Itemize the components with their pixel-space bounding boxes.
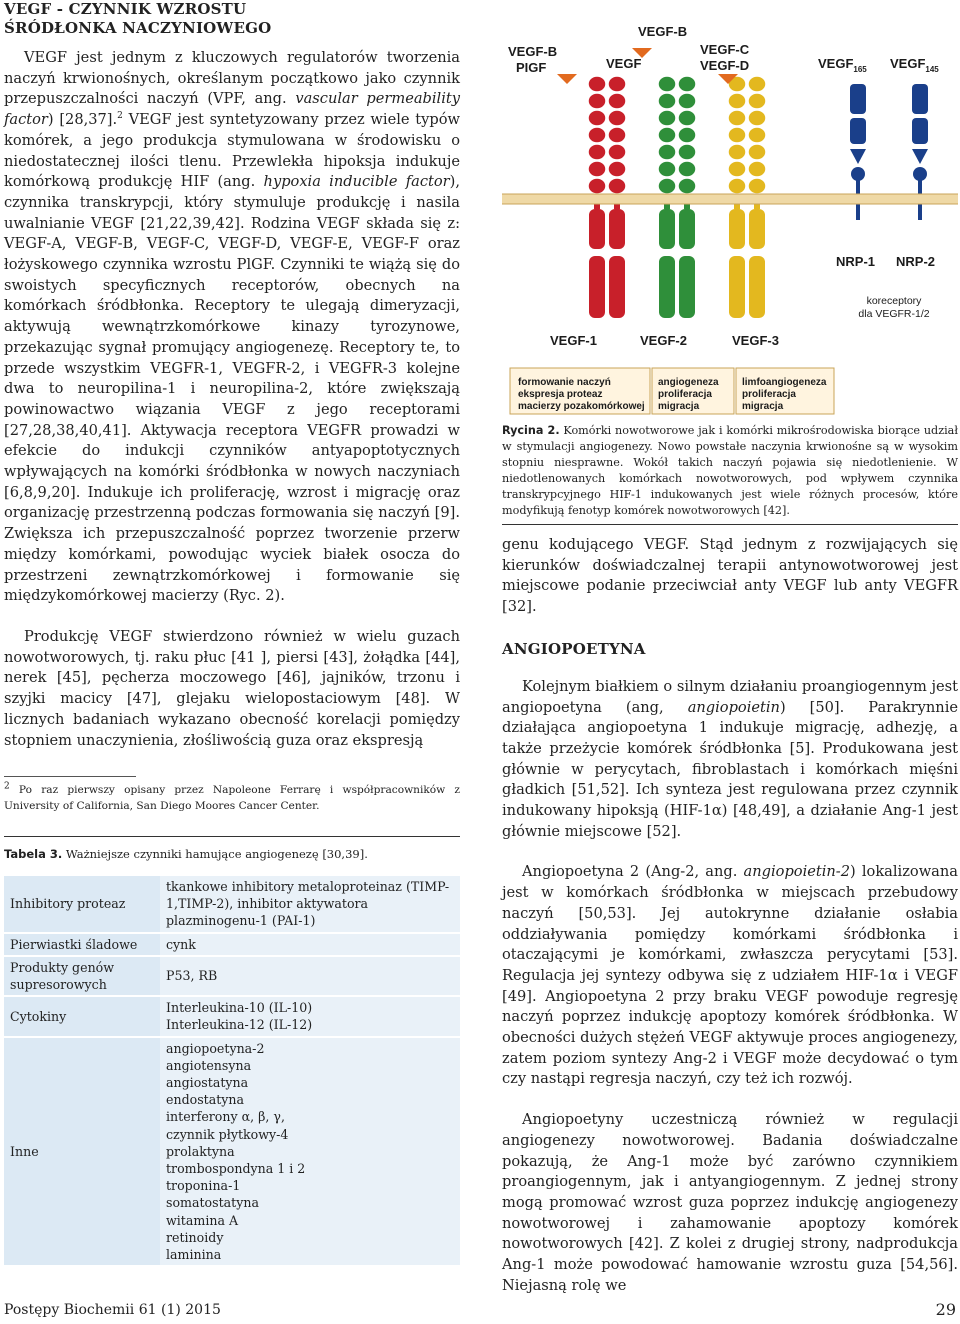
table-row [4,996,460,1036]
receptor-domain [748,110,766,126]
receptor-domain [658,178,676,194]
table-cell-category: Inne [4,1037,160,1267]
nrp-domain [851,167,865,181]
inhibitor-item: P53, RB [166,968,218,984]
paragraph-vegf-therapy: genu kodującego VEGF. Stąd jednym z rozwijających się kierunków doświadczalnej terapii antynowotworowej jest miejscowe podanie przeciwciał anty VEGF lub anty VEGFR [32]. [502,536,958,616]
receptor-kinase-lower [609,256,625,318]
paragraph-ang1: Kolejnym białkiem o silnym działaniu proangiogennym jest angiopoetyna (ang, angiopoietin) [50]. Parakrynnie działająca angiopoetyna 1 indukuje migrację, adhezję, a także przeżycie komórek śródbłonka [5]. Produkowana jest głównie w perycytach, fibroblastach i komórkach mięśni gładkich [51,52]. Ich synteza jest regulowana przez czynnik indukowany hipoksją (HIF-1α) [48,49], a działanie Ang-1 jest głównie miejscowe [52]. [502,677,958,840]
inhibitor-item: somatostatyna [166,1195,259,1211]
receptor-domain [658,110,676,126]
inhibitor-item: Interleukina-12 (IL-12) [166,1017,313,1033]
nrp-domain [850,118,866,144]
inhibitors-table [4,876,460,1267]
receptor-domain [678,144,696,160]
cell-membrane [502,194,958,204]
box1-line2: ekspresja proteaz [518,389,603,400]
receptor-domain [608,76,626,92]
label-vegfd: VEGF-D [700,58,750,73]
inhibitor-item: retinoidy [166,1229,224,1245]
receptor-domain [748,178,766,194]
paragraph-ang2: Angiopoetyna 2 (Ang-2, ang. angiopoietin-2) lokalizowana jest w komórkach śródbłonka w miejscach przebudowy naczyń [50,53]. Jej autokrynne działanie osłabia oddziaływania pomiędzy komórkami śródbłonka i otaczającymi je komórkami, zwłaszcza perycytami [53]. Regulacja jej syntezy odbywa się z udziałem HIF-1α i VEGF [49]. Angiopoetyna 2 przy braku VEGF powoduje regresję naczyń poprzez indukcję apoptozy komórek śródbłonka. W obecności dużych stężeń VEGF aktywuje proces angiogenezy, zatem poziom syntezy Ang-2 i VEGF może decydować o tym czy nastąpi regresja naczyń, czy też ich rozwój. [502,863,958,1088]
receptor-kinase-upper [749,209,765,249]
table-cell-inhibitors [160,933,460,956]
receptor-kinase-upper [659,209,675,249]
table-cell-inhibitors [160,876,460,933]
receptor-domain [748,127,766,143]
receptor-domain [588,76,606,92]
box3-line3: migracja [742,401,784,412]
receptor-domain [588,161,606,177]
footer-journal: Postępy Biochemii 61 (1) 2015 [4,1302,221,1318]
table-row [4,956,460,996]
receptor-domain [678,127,696,143]
receptor-domain [588,127,606,143]
box2-line1: angiogeneza [658,377,719,388]
receptor-domain [678,178,696,194]
receptor-domain [748,76,766,92]
inhibitor-item: trombospondyna 1 i 2 [166,1161,306,1177]
table-row [4,1037,460,1267]
table-row [4,933,460,956]
receptor-domain [608,127,626,143]
left-column [4,0,460,751]
inhibitor-item: endostatyna [166,1092,245,1108]
box3-line1: limfoangiogeneza [742,377,827,388]
label-receptor-3: VEGF-3 [732,333,779,348]
receptor-domain [748,93,766,109]
receptor-domain [608,110,626,126]
box1-line1: formowanie naczyń [518,377,611,388]
box3-line2: proliferacja [742,389,796,400]
inhibitor-item: angiostatyna [166,1075,249,1091]
section-title-line1: VEGF - CZYNNIK WZROSTU [4,0,247,18]
receptor-domain [658,76,676,92]
section-title-line2: ŚRÓDŁONKA NACZYNIOWEGO [4,19,272,37]
receptor-domain [588,144,606,160]
label-receptor-1: VEGF-1 [550,333,597,348]
label-pigf: PIGF [516,60,547,75]
table-cell-inhibitors [160,1037,460,1267]
label-nrp1: NRP-1 [836,254,876,269]
right-column [502,535,958,1297]
receptor-domain [748,161,766,177]
inhibitor-item: witamina A [166,1212,239,1228]
figure-caption-rule [502,524,958,525]
receptor-domain [588,110,606,126]
receptor-domain [728,93,746,109]
paragraph-angiopoetins-tumor: Angiopoetyny uczestniczą również w regulacji angiogenezy nowotworowej. Badania doświadczalne pokazują, że Ang-1 może być zarówno czynnikiem proangiogennym, jak i antyangiogennym. Z jednej strony mogą promować wzrost guza poprzez indukcję angiogenezy nowotworowej i zahamowanie apoptozy komórek nowotworowych [42]. Z kolei z drugiej strony, nadprodukcja Ang-1 może powodować hamowanie wzrostu guza [54,56]. Niejasną rolę we [502,1111,958,1294]
nrp-domain [912,118,928,144]
table-cell-category: Pierwiastki śladowe [4,933,160,956]
receptor-domain [588,178,606,194]
figure-caption: Rycina 2. Komórki nowotworowe jak i komórki mikrośrodowiska biorące udział w stymulacji angiogenezy. Nowo powstałe naczynia krwionośne są w wysokim stopniu niesprawne. Wokół takich naczyń pojawia się niedotlenienie. W niedotlenowanych komórkach nowotworowych, pod wpływem czynnika transkrypcyjnego HIF-1 indukowanych jest wiele różnych procesów, które modyfikują fenotyp komórek nowotworowych [42]. [502,424,958,517]
nrp-domain [913,167,927,181]
inhibitor-item: Interleukina-10 (IL-10) [166,1000,313,1016]
receptor-domain [728,144,746,160]
table-cell-inhibitors [160,996,460,1036]
label-coreceptors-for: dla VEGFR-1/2 [858,308,930,320]
receptor-domain [728,110,746,126]
label-vegf145: $VEGF_{145}$ [890,56,939,74]
receptor-kinase-upper [729,209,745,249]
nrp-domain [850,84,866,114]
receptor-domain [678,93,696,109]
label-vegfb-left: VEGF-B [508,44,558,59]
label-coreceptors: koreceptory [866,295,922,307]
paragraph-vegf-intro: VEGF jest jednym z kluczowych regulatorów tworzenia naczyń krwionośnych, określanym początkowo jako czynnik przepuszczalności naczyń (VPF, ang. vascular permeability factor) [28,37].$^2$ VEGF jest syntetyzowany przez wiele typów komórek, a jego produkcja stymulowana w środowisku o niedostatecznej ilości tlenu. Przewlekła hipoksja indukuje komórkową produkcję HIF (ang. hypoxia inducible factor), czynnika transkrypcji, który stymuluje produkcję i nasila uwalnianie VEGF [21,22,39,42]. Rodzina VEGF składa się z: VEGF-A, VEGF-B, VEGF-C, VEGF-D, VEGF-E, VEGF-F oraz łożyskowego czynnika wzrostu PlGF. Czynniki te wiążą się do swoistych specyficznych receptorów, obecnych na komórkach śródbłonka. Receptory te ulegają dimeryzacji, aktywują wewnątrzkomórkowe kinazy tyrozynowe, przekazując sygnał promujący angiogenezę. Receptory te, to przede wszystkim VEGFR-1, VEGFR-2, i VEGFR-3 kolejne dwa to neuropilina-1 i neuropilina-2, które zwiększają powinowactwo wiązania VEGF z jego receptorami [27,28,38,40,41]. Aktywacja receptora VEGFR prowadzi w efekcie do indukcji czynników antyapoptotycznych wpływających na komórki śródbłonka w nowych naczyniach [6,8,9,20]. Indukuje ich proliferację, wzrost i migrację oraz organizację przestrzenną podczas formowania się naczyń [9]. Zwiększa ich przepuszczalność poprzez tworzenie przerw między komórkami, powodując wyciek białek osocza do przestrzeni zewnątrzkomórkowej i formowanie się międzykomórkowej macierzy (Ryc. 2). [4,49,460,605]
receptor-domain [658,127,676,143]
footnote: $^2$ Po raz pierwszy opisany przez Napoleone Ferrarę i współpracowników z University of California, San Diego Moores Cancer Center. [4,781,460,812]
figure-svg [502,4,958,416]
inhibitor-item: laminina [166,1247,222,1263]
receptor-domain [658,144,676,160]
table-cell-category: Inhibitory proteaz [4,876,160,933]
receptor-domain [608,178,626,194]
paragraph-vegf-tumors: Produkcję VEGF stwierdzono również w wielu guzach nowotworowych, tj. raku płuc [41 ], piersi [43], żołądka [44], nerek [45], pęcherza moczowego [46], jajników, trzonu i szyjki macicy [47], glejaku wielopostaciowym [48]. W licznych badaniach wykazano obecność korelacji pomiędzy stopniem unaczynienia, złośliwością guza oraz ekspresją [4,627,460,749]
label-nrp2: NRP-2 [896,254,936,269]
figure-vegf-receptors [502,4,958,416]
receptor-domain [588,93,606,109]
table-caption: Tabela 3. Ważniejsze czynniki hamujące angiogenezę [30,39]. [4,847,368,861]
table-row [4,876,460,933]
receptor-domain [678,110,696,126]
receptor-kinase-upper [609,209,625,249]
inhibitor-item: czynnik płytkowy-4 [166,1126,289,1142]
box2-line3: migracja [658,401,700,412]
section-title-vegf [4,0,460,38]
receptor-kinase-lower [749,256,765,318]
table-cell-inhibitors [160,956,460,996]
receptor-domain [678,76,696,92]
receptor-kinase-lower [589,256,605,318]
label-receptor-2: VEGF-2 [640,333,687,348]
receptor-domain [678,161,696,177]
footer-page-number: 29 [935,1300,956,1319]
table-top-rule [4,836,460,837]
receptor-domain [728,161,746,177]
inhibitor-item: cynk [166,936,196,952]
table-cell-category: Produkty genów supresorowych [4,956,160,996]
box1-line3: macierzy pozakomórkowej [518,401,645,412]
receptor-domain [728,127,746,143]
receptor-domain [728,178,746,194]
receptor-kinase-lower [679,256,695,318]
nrp-domain [912,84,928,114]
receptor-domain [608,144,626,160]
receptor-kinase-upper [679,209,695,249]
inhibitor-item: interferony α, β, γ, [166,1109,285,1125]
receptor-domain [608,161,626,177]
receptor-kinase-lower [659,256,675,318]
footnote-rule [4,776,136,777]
receptor-domain [658,93,676,109]
box2-line2: proliferacja [658,389,712,400]
inhibitor-item: angiotensyna [166,1057,252,1073]
label-vegfc: VEGF-C [700,42,750,57]
receptor-domain [608,93,626,109]
label-vegfb-top: VEGF-B [638,24,688,39]
receptor-kinase-lower [729,256,745,318]
receptor-kinase-upper [589,209,605,249]
receptor-domain [658,161,676,177]
inhibitor-item: troponina-1 [166,1178,241,1194]
section-title-angiopoetyna: ANGIOPOETYNA [502,639,646,658]
receptor-domain [748,144,766,160]
label-vegf165: $VEGF_{165}$ [818,56,867,74]
table-cell-category: Cytokiny [4,996,160,1036]
inhibitor-item: prolaktyna [166,1143,235,1159]
inhibitor-item: tkankowe inhibitory metaloproteinaz (TIMP-1,TIMP-2), inhibitor aktywatora plazminogenu-1 (PAI-1) [166,879,450,929]
inhibitor-item: angiopoetyna-2 [166,1040,265,1056]
label-vegf: VEGF [606,56,642,71]
